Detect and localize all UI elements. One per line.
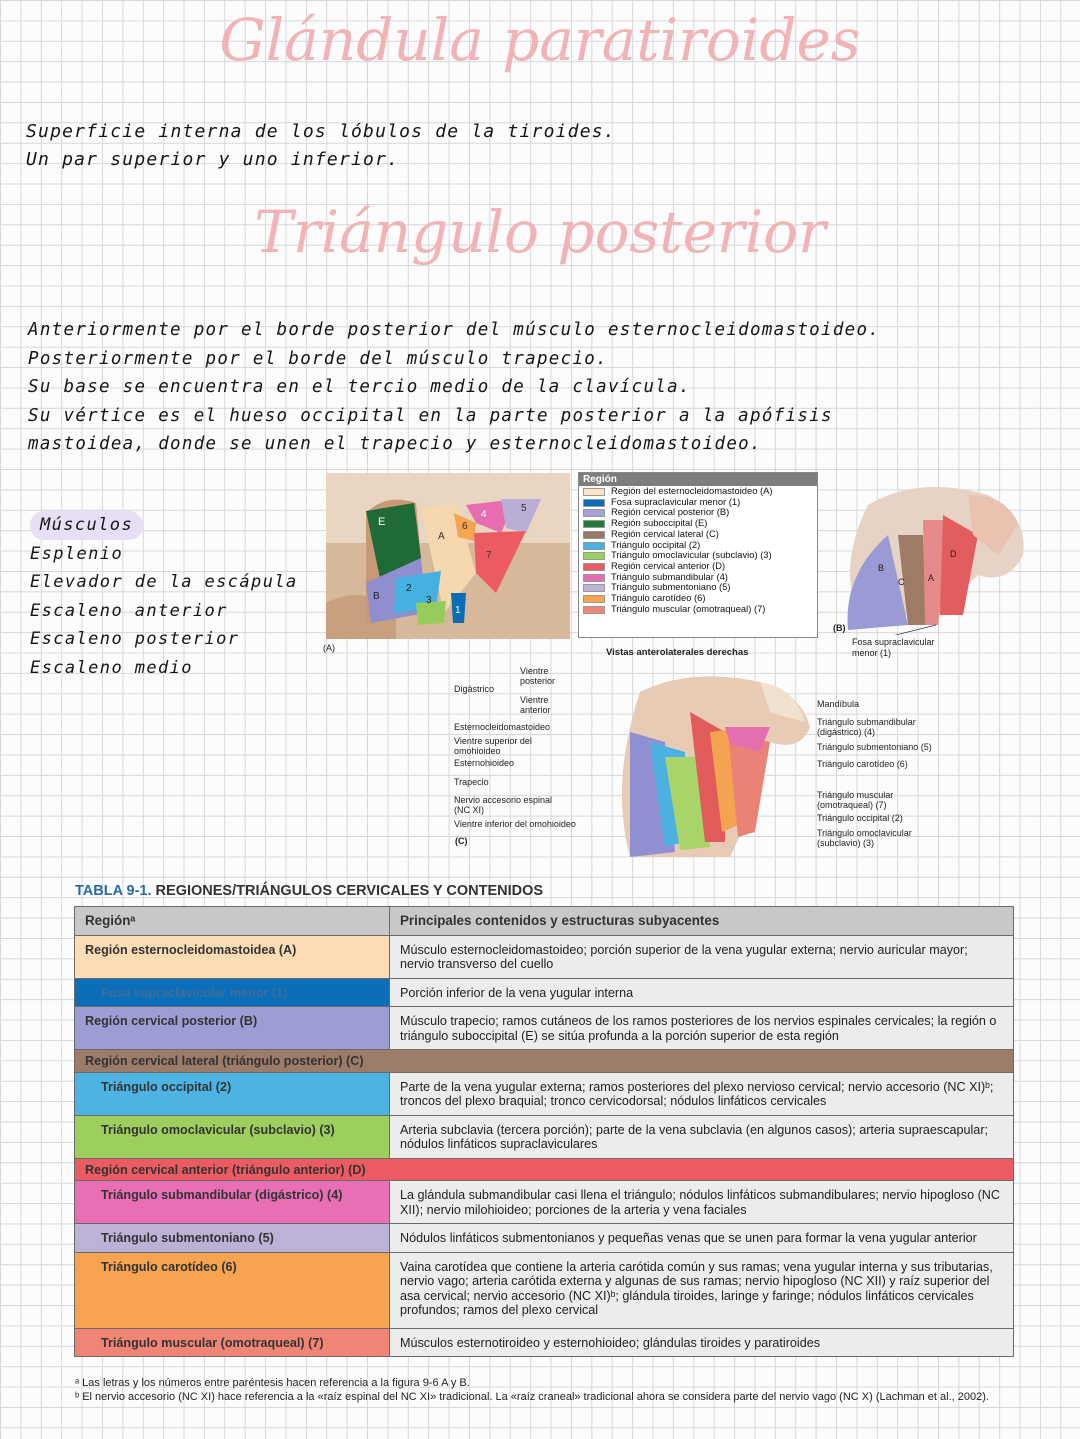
fig-a-letter: 6 xyxy=(462,521,468,532)
contents-cell: Arteria subclavia (tercera porción); parte de la vena subclavia (en algunos casos); arteria supraescapular; nódulos linfáticos supraclaviculares xyxy=(390,1115,1014,1158)
fig-a-letter: 1 xyxy=(455,605,461,616)
legend-label: Región suboccipital (E) xyxy=(611,517,708,529)
title-paratiroides: Glándula paratiroides xyxy=(219,6,861,74)
note-line: mastoidea, donde se unen el trapecio y esternocleidomastoideo. xyxy=(28,434,762,454)
figure-a-neck-photo xyxy=(326,473,570,639)
muscle-item: Esplenio xyxy=(30,543,124,564)
note-line: Su vértice es el hueso occipital en la parte posterior a la apófisis xyxy=(28,405,833,426)
c-label-right: Triángulo muscular (omotraqueal) (7) xyxy=(817,790,894,810)
region-cell: Región cervical posterior (B) xyxy=(75,1007,390,1050)
legend-label: Fosa supraclavicular menor (1) xyxy=(611,495,741,507)
table-title xyxy=(75,883,543,899)
fig-a-letter: 3 xyxy=(426,595,432,606)
note-line: Un par superior y uno inferior. xyxy=(26,149,400,170)
paratiroides-notes xyxy=(26,118,616,174)
fig-a-letter: 7 xyxy=(486,550,492,561)
c-label-left: Esternocleidomastoideo xyxy=(454,722,551,732)
legend-label: Triángulo submandibular (4) xyxy=(611,570,728,582)
muscle-item: Escaleno medio xyxy=(30,657,193,678)
legend-swatch xyxy=(583,606,605,614)
label-a: (A) xyxy=(323,643,335,653)
legend-swatch xyxy=(583,520,605,528)
fig-b-letter: C xyxy=(898,577,905,587)
table-heading: REGIONES/TRIÁNGULOS CERVICALES Y CONTENIDOS xyxy=(151,883,544,899)
legend-swatch xyxy=(583,563,605,571)
triangulo-notes xyxy=(28,316,880,459)
fig-a-letter: B xyxy=(373,591,380,602)
c-label-left: Vientre anterior xyxy=(520,695,551,715)
c-label-left: Esternohioideo xyxy=(454,758,515,768)
caption-anterolateral: Vistas anterolaterales derechas xyxy=(606,647,749,658)
region-cell: Triángulo submentoniano (5) xyxy=(75,1224,390,1253)
fig-a-letter: 5 xyxy=(521,503,527,514)
legend-swatch xyxy=(583,499,605,507)
legend-label: Región cervical anterior (D) xyxy=(611,559,726,571)
footnote: ᵇ El nervio accesorio (NC XI) hace referencia a la «raíz espinal del NC XI» tradicional. La «raíz craneal» tradicional ahora se considera parte del nervio vago (NC X) (Lachman et al., 2002). xyxy=(75,1390,989,1403)
region-cell: Triángulo carotídeo (6) xyxy=(75,1252,390,1328)
contents-cell: Músculos esternotiroideo y esternohioideo; glándulas tiroides y paratiroides xyxy=(390,1328,1014,1357)
legend-item xyxy=(579,529,817,540)
fig-a-letter: E xyxy=(378,516,386,528)
contents-cell: Porción inferior de la vena yugular interna xyxy=(390,978,1014,1007)
fig-b-letter: D xyxy=(950,549,957,559)
contents-cell: Vaina carotídea que contiene la arteria carótida común y sus ramas; vena yugular interna y sus tributarias, nervio vago; arteria carótida externa y algunas de sus ramas; nervio hipogloso (NC XII) y raíz superior del asa cervical; nervio accesorio (NC XI)ᵇ; glándula tiroides, laringe y faringe; nódulos linfáticos cervicales profundos; ramos del plexo cervical xyxy=(390,1252,1014,1328)
table-row xyxy=(75,1224,1014,1253)
legend-swatch xyxy=(583,574,605,582)
c-label-left: Vientre posterior xyxy=(520,666,556,686)
region-cell: Triángulo omoclavicular (subclavio) (3) xyxy=(75,1115,390,1158)
legend-label: Región cervical posterior (B) xyxy=(611,506,730,518)
legend-label: Triángulo submentoniano (5) xyxy=(611,581,731,593)
table-row xyxy=(75,1115,1014,1158)
c-label-right: Mandíbula xyxy=(817,699,860,709)
note-line: Posteriormente por el borde del músculo trapecio. xyxy=(28,348,608,369)
legend-swatch xyxy=(583,509,605,517)
c-label-right: Triángulo submentoniano (5) xyxy=(817,742,932,752)
fig-a-letter: 2 xyxy=(406,583,412,594)
c-label-right: Triángulo carotídeo (6) xyxy=(817,759,908,769)
contents-cell: Músculo esternocleidomastoideo; porción superior de la vena yugular externa; nervio auricular mayor; nervio transverso del cuello xyxy=(390,935,1014,978)
table-footnotes xyxy=(75,1377,1020,1404)
title-triangulo-posterior: Triángulo posterior xyxy=(254,198,826,266)
footnote: ᵃ Las letras y los números entre paréntesis hacen referencia a la figura 9-6 A y B. xyxy=(75,1377,470,1389)
c-label-right: Triángulo occipital (2) xyxy=(817,813,903,823)
legend-swatch xyxy=(583,542,605,550)
region-cell: Región cervical lateral (triángulo posterior) (C) xyxy=(75,1050,1014,1073)
c-label-left: Vientre inferior del omohioideo xyxy=(454,819,576,829)
note-line: Anteriormente por el borde posterior del músculo esternocleidomastoideo. xyxy=(28,320,881,340)
fig-b-note: Fosa supraclavicular menor (1) xyxy=(852,637,935,658)
legend-swatch xyxy=(583,595,605,603)
table-number: TABLA 9-1. xyxy=(75,883,152,899)
table-row xyxy=(75,1072,1014,1115)
legend-label: Triángulo carotídeo (6) xyxy=(611,592,706,604)
table-row xyxy=(75,935,1014,978)
muscles-list xyxy=(30,511,298,682)
legend-label: Triángulo muscular (omotraqueal) (7) xyxy=(611,602,766,614)
region-cell: Fosa supraclavicular menor (1) xyxy=(75,978,390,1007)
figure-b-neck-illustration xyxy=(828,475,1040,635)
legend-title: Región xyxy=(579,473,817,486)
fig-a-letter: 4 xyxy=(481,509,487,520)
c-label-left: Digástrico xyxy=(454,684,495,694)
region-cell: Triángulo muscular (omotraqueal) (7) xyxy=(75,1328,390,1357)
contents-cell: La glándula submandibular casi llena el triángulo; nódulos linfáticos submandibulares; nervio hipogloso (NC XII); nervio milohioideo; porciones de la arteria y vena faciales xyxy=(390,1181,1014,1224)
label-c: (C) xyxy=(455,836,468,846)
legend-label: Región del esternocleidomastoideo (A) xyxy=(611,485,773,496)
contents-cell: Músculo trapecio; ramos cutáneos de los ramos posteriores de los nervios espinales cervicales; la región o triángulo suboccipital (E) se sitúa profunda a la porción superior de esta región xyxy=(390,1007,1014,1050)
col-contents: Principales contenidos y estructuras subyacentes xyxy=(390,907,1014,936)
figure-c-neck-illustration xyxy=(610,672,820,860)
muscle-item: Elevador de la escápula xyxy=(30,572,298,592)
legend-swatch xyxy=(583,552,605,560)
legend-label: Triángulo omoclavicular (subclavio) (3) xyxy=(611,549,772,561)
legend-swatch xyxy=(583,584,605,592)
contents-cell: Parte de la vena yugular externa; ramos posteriores del plexo nervioso cervical; nervio accesorio (NC XI)ᵇ; troncos del plexo braquial; tronco cervicodorsal; nódulos linfáticos cervicales xyxy=(390,1072,1014,1115)
c-label-right: Triángulo omoclavicular (subclavio) (3) xyxy=(817,828,912,848)
note-line: Superficie interna de los lóbulos de la tiroides. xyxy=(26,121,616,142)
region-cell: Región esternocleidomastoidea (A) xyxy=(75,935,390,978)
legend-swatch xyxy=(583,531,605,539)
muscles-heading: Músculos xyxy=(30,511,143,540)
table-row xyxy=(75,978,1014,1007)
contents-cell: Nódulos linfáticos submentonianos y pequeñas venas que se unen para formar la vena yugular anterior xyxy=(390,1224,1014,1253)
table-row xyxy=(75,1158,1014,1181)
col-region: Regiónᵃ xyxy=(75,907,390,936)
regions-table xyxy=(74,906,1014,1357)
fig-b-letter: A xyxy=(928,573,935,583)
legend-label: Región cervical lateral (C) xyxy=(611,527,719,539)
muscle-item: Escaleno anterior xyxy=(30,600,228,621)
table-row xyxy=(75,1181,1014,1224)
legend-label: Triángulo occipital (2) xyxy=(611,538,701,550)
c-label-left: Vientre superior del omohioideo xyxy=(454,736,532,756)
label-b: (B) xyxy=(833,623,846,633)
table-row xyxy=(75,1050,1014,1073)
table-row xyxy=(75,1007,1014,1050)
table-row xyxy=(75,1328,1014,1357)
region-cell: Región cervical anterior (triángulo anterior) (D) xyxy=(75,1158,1014,1181)
region-legend xyxy=(578,472,818,638)
muscle-item: Escaleno posterior xyxy=(30,629,240,649)
fig-b-letter: B xyxy=(878,563,885,573)
c-label-right: Triángulo submandibular (digástrico) (4) xyxy=(817,717,916,737)
region-cell: Triángulo submandibular (digástrico) (4) xyxy=(75,1181,390,1224)
legend-item xyxy=(579,604,817,615)
note-line: Su base se encuentra en el tercio medio de la clavícula. xyxy=(28,377,691,397)
c-label-left: Trapecio xyxy=(454,777,489,787)
fig-a-letter: A xyxy=(438,531,445,542)
c-label-left: Nervio accesorio espinal (NC XI) xyxy=(454,795,553,815)
table-row xyxy=(75,1252,1014,1328)
legend-swatch xyxy=(583,488,605,496)
region-cell: Triángulo occipital (2) xyxy=(75,1072,390,1115)
